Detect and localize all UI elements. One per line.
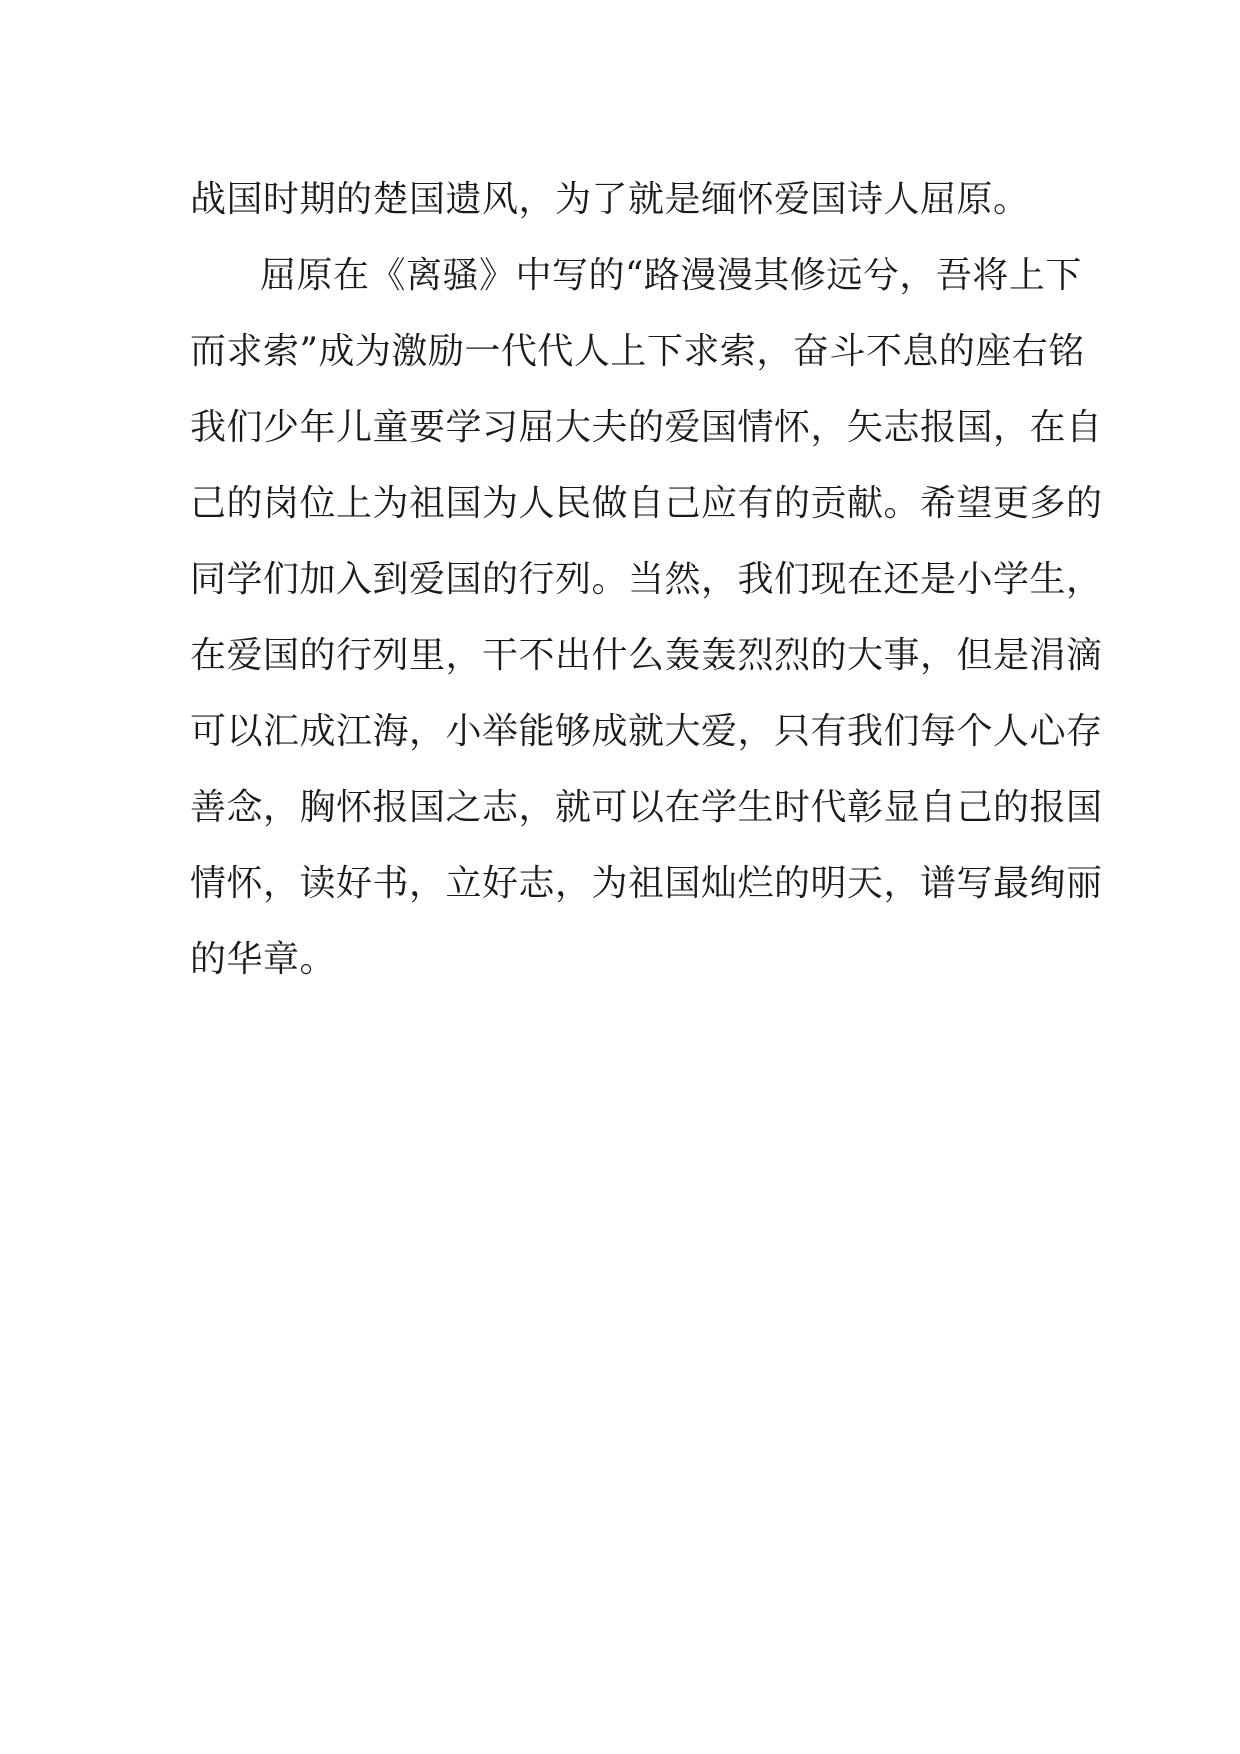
- body-text: [190, 162, 1103, 998]
- text-line-11: 的华章。: [190, 939, 337, 980]
- text-line-4: 我们少年儿童要学习屈大夫的爱国情怀，矢志报国，在自: [190, 407, 1103, 448]
- text-line-8: 可以汇成江海，小举能够成就大爱，只有我们每个人心存: [190, 711, 1103, 752]
- text-line-7: 在爱国的行列里，干不出什么轰轰烈烈的大事，但是涓滴: [190, 635, 1103, 676]
- text-line-1: 战国时期的楚国遗风，为了就是缅怀爱国诗人屈原。: [190, 179, 1030, 220]
- text-line-9: 善念，胸怀报国之志，就可以在学生时代彰显自己的报国: [190, 787, 1103, 828]
- text-line-10: 情怀，读好书，立好志，为祖国灿烂的明天，谱写最绚丽: [190, 863, 1103, 904]
- text-line-6: 同学们加入到爱国的行列。当然，我们现在还是小学生，: [190, 559, 1103, 600]
- text-line-2: 屈原在《离骚》中写的“路漫漫其修远兮，吾将上下: [260, 255, 1082, 296]
- text-line-3: 而求索”成为激励一代代人上下求索，奋斗不息的座右铭: [190, 331, 1085, 372]
- text-line-5: 己的岗位上为祖国为人民做自己应有的贡献。希望更多的: [190, 483, 1103, 524]
